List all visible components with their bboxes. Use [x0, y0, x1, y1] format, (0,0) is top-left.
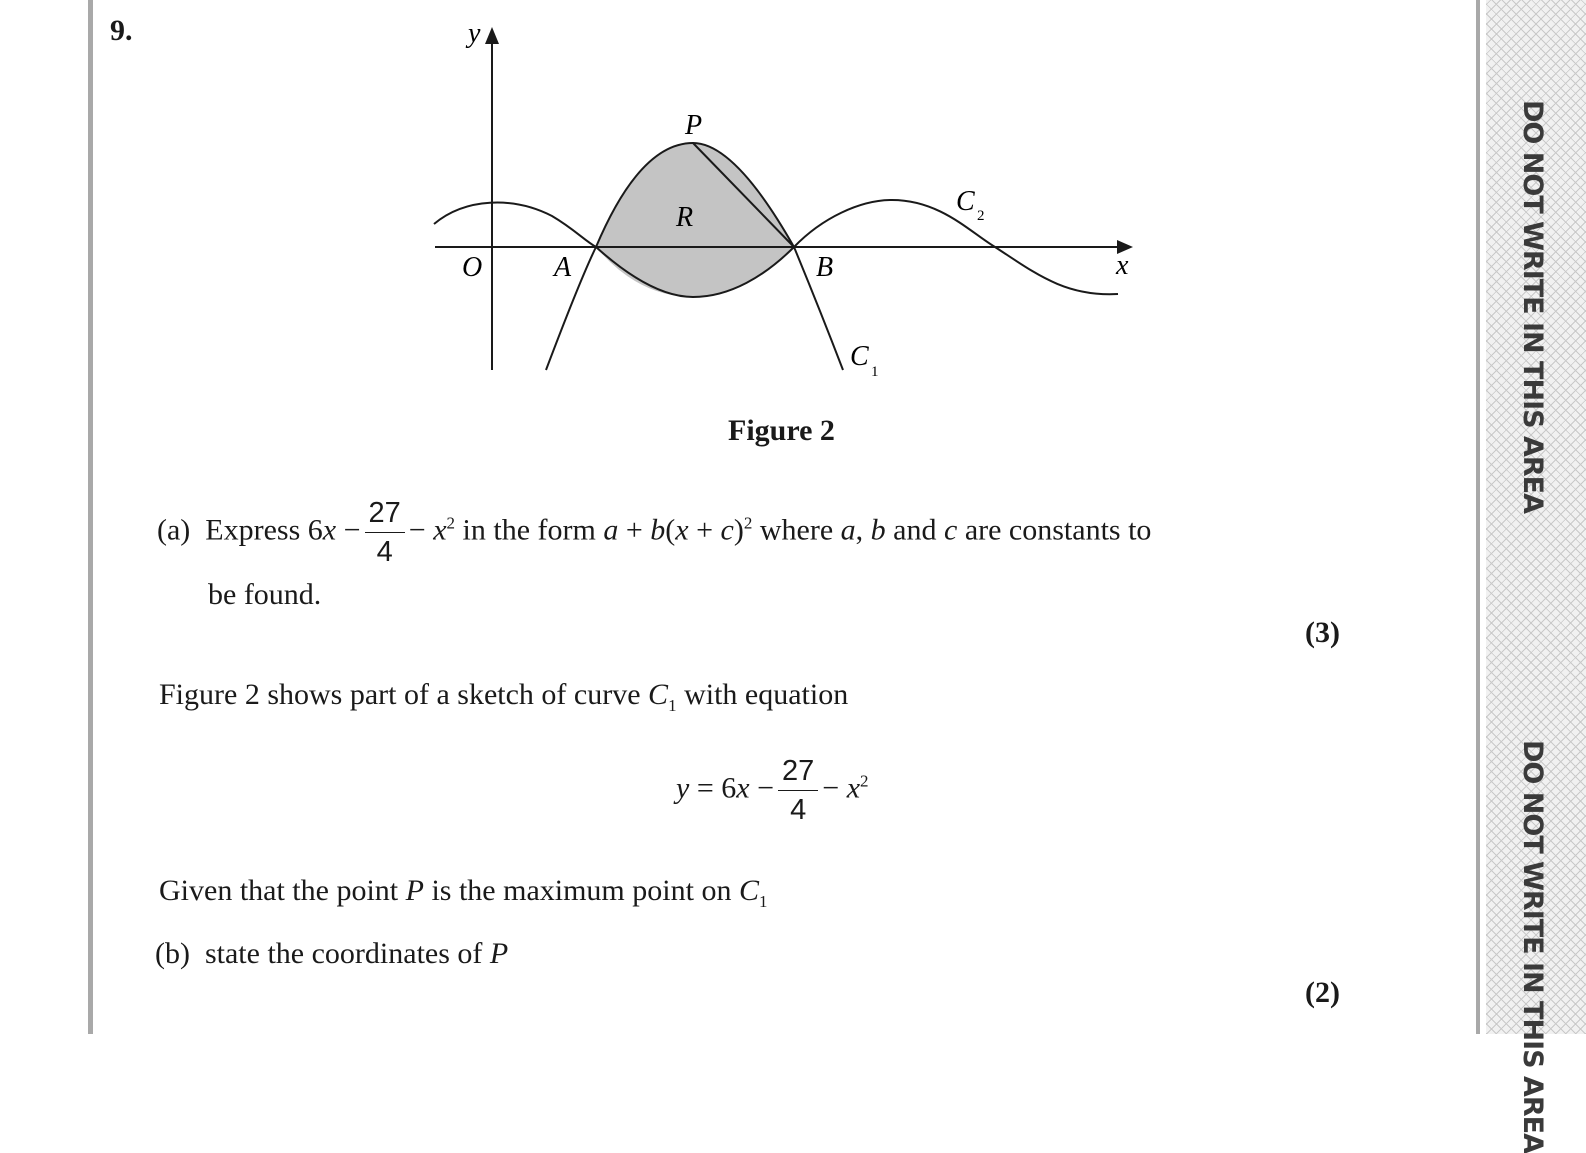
fraction-denominator: 4 — [790, 794, 807, 826]
region-r-label: R — [676, 202, 694, 233]
margin-warning: DO NOT WRITE IN THIS AREA — [1517, 100, 1548, 513]
figure-2-graph — [420, 15, 1160, 395]
minus-sign: − — [822, 771, 847, 805]
part-a-marks: (3) — [1305, 616, 1340, 649]
fraction-denominator: 4 — [376, 536, 393, 568]
y-axis-arrow — [485, 27, 499, 44]
statement-text: with equation — [676, 678, 849, 711]
part-a-line-2: be found. — [208, 578, 322, 611]
var-x: x — [846, 771, 861, 805]
given-line — [159, 874, 767, 912]
var-x: x — [433, 513, 447, 547]
origin-label: O — [462, 252, 483, 283]
var-a: a — [603, 513, 619, 547]
plus-sign: + — [688, 513, 721, 547]
exponent: 2 — [446, 513, 456, 533]
part-a-text: are constants to — [957, 513, 1152, 547]
point-p-label: P — [685, 110, 703, 141]
question-number: 9. — [110, 14, 133, 47]
comma: , — [855, 513, 871, 547]
part-a-text: and — [885, 513, 944, 547]
statement-line — [159, 678, 848, 716]
y-axis-label: y — [468, 18, 481, 49]
left-margin-rule — [88, 0, 93, 1034]
var-p: P — [489, 937, 509, 970]
fraction-27-over-4 — [778, 752, 818, 829]
part-a-label: (a) — [157, 513, 191, 547]
subscript: 1 — [668, 696, 677, 715]
shaded-region-r — [596, 143, 794, 297]
var-y: y — [676, 771, 690, 805]
equation-text: = 6 — [689, 771, 737, 805]
given-text: is the maximum point on — [423, 874, 739, 907]
given-text: Given that the point — [159, 874, 406, 907]
point-b-label: B — [816, 252, 834, 283]
var-x: x — [736, 771, 750, 805]
plus-sign: + — [618, 513, 651, 547]
part-b-line — [155, 937, 508, 971]
var-p: P — [405, 874, 424, 907]
subscript: 1 — [758, 892, 768, 911]
paren: ) — [733, 513, 744, 547]
curve-c2-label: C — [956, 186, 975, 217]
var-c: C — [738, 874, 759, 907]
minus-sign: − — [749, 771, 774, 805]
curve-c1-label: C — [850, 341, 869, 372]
var-c: c — [720, 513, 734, 547]
part-b-text: state the coordinates of — [204, 937, 490, 970]
right-margin-rule — [1476, 0, 1480, 1034]
x-axis-label: x — [1116, 250, 1129, 281]
part-a-text: in the form — [455, 513, 604, 547]
statement-text: Figure 2 shows part of a sketch of curve — [159, 678, 649, 711]
part-a-text: where — [752, 513, 841, 547]
equation — [676, 752, 869, 829]
var-x: x — [322, 513, 337, 547]
exponent: 2 — [743, 513, 753, 533]
paren: ( — [665, 513, 676, 547]
var-b: b — [870, 513, 886, 547]
var-b: b — [650, 513, 666, 547]
var-a: a — [840, 513, 856, 547]
exponent: 2 — [860, 771, 869, 791]
curve-c1-subscript: 1 — [871, 364, 879, 380]
var-x: x — [675, 513, 689, 547]
var-c: C — [648, 678, 669, 711]
fraction-numerator: 27 — [778, 752, 818, 791]
minus-sign: − — [408, 513, 426, 547]
part-b-marks: (2) — [1305, 976, 1340, 1009]
figure-caption: Figure 2 — [728, 414, 835, 447]
var-c: c — [943, 513, 958, 547]
margin-warning: DO NOT WRITE IN THIS AREA — [1517, 740, 1548, 1153]
part-b-label: (b) — [155, 937, 190, 970]
fraction-numerator: 27 — [365, 494, 405, 533]
curve-c2-subscript: 2 — [977, 208, 985, 224]
minus-sign: − — [336, 513, 361, 547]
part-a-line-1 — [157, 494, 1151, 571]
part-a-text: Express 6 — [205, 513, 323, 547]
fraction-27-over-4 — [365, 494, 405, 571]
point-a-label: A — [554, 252, 572, 283]
